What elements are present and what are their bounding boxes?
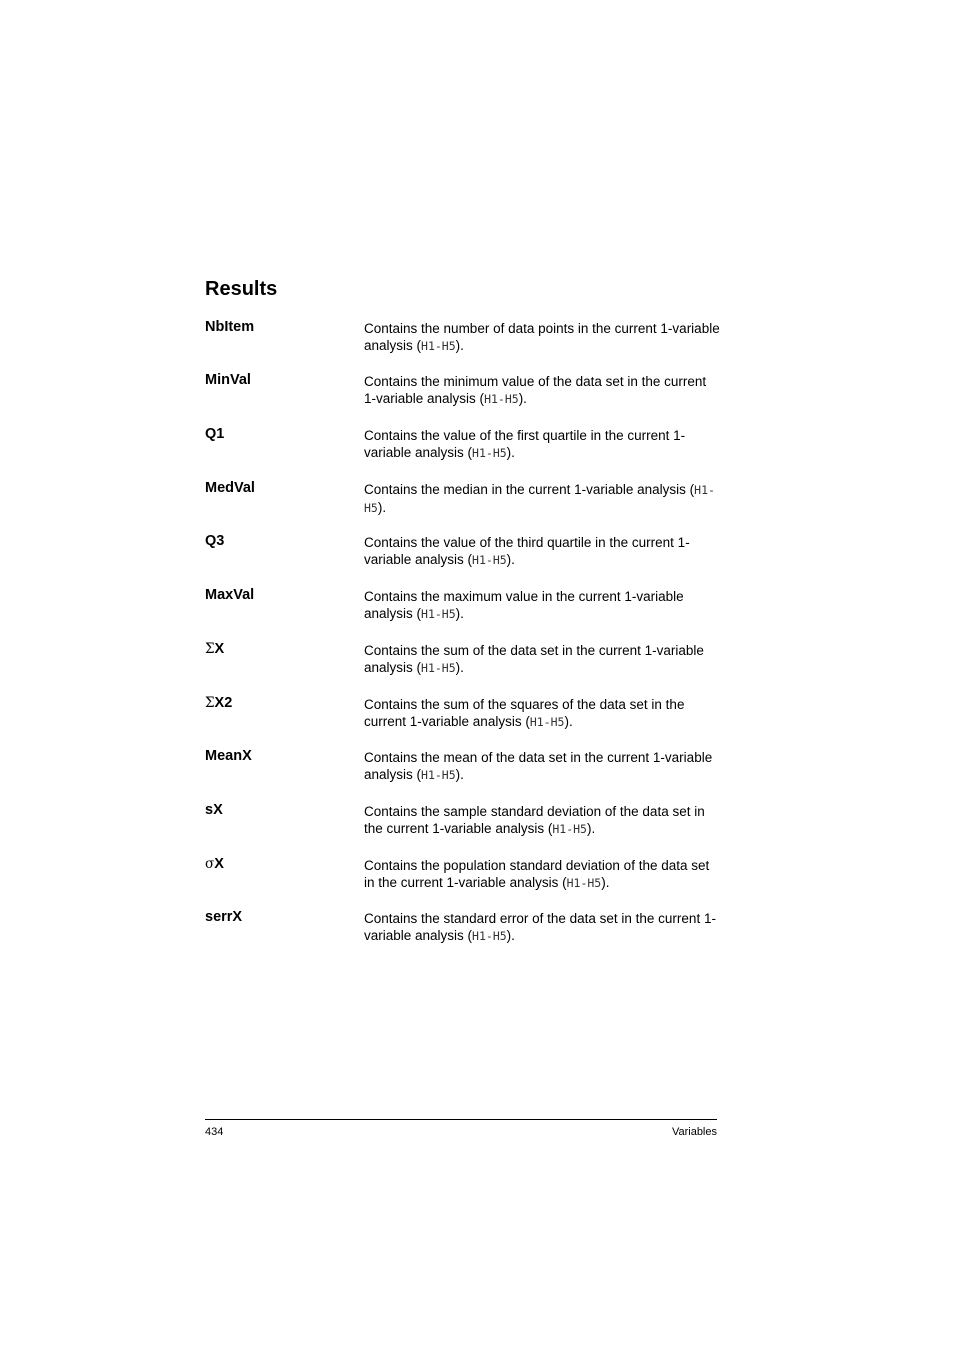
term-name: X2 [214, 695, 233, 711]
term-name: MeanX [205, 748, 252, 764]
term-name: X [214, 856, 224, 872]
term-label [205, 641, 224, 658]
term-label [205, 426, 224, 443]
code-reference: H1-H5 [472, 446, 507, 460]
term-label [205, 748, 252, 765]
code-reference: H1-H5 [484, 392, 519, 406]
code-reference: H1-H5 [552, 822, 587, 836]
term-name: MinVal [205, 372, 251, 388]
footer-divider [205, 1119, 717, 1120]
term-description: Contains the population standard deviation of the data set in the current 1-variable analysis (H1-H5). [364, 858, 710, 890]
chapter-name: Variables [671, 1126, 717, 1138]
term-name: Q3 [205, 533, 225, 549]
term-description: Contains the value of the third quartile in the current 1-variable analysis (H1-H5). [364, 535, 690, 567]
term-description: Contains the number of data points in the current 1-variable analysis (H1-H5). [364, 321, 720, 353]
term-description: Contains the minimum value of the data set in the current 1-variable analysis (H1-H5). [364, 374, 707, 406]
term-label [205, 856, 224, 873]
term-name: X [214, 641, 225, 657]
code-reference: H1-H5 [421, 661, 456, 675]
term-name: NbItem [205, 319, 255, 335]
term-label [205, 695, 232, 712]
code-reference: H1-H5 [472, 553, 507, 567]
section-title: Results [205, 278, 278, 300]
term-label [205, 909, 242, 926]
term-description: Contains the maximum value in the current 1-variable analysis (H1-H5). [364, 589, 684, 621]
term-name: Q1 [205, 426, 225, 442]
term-description: Contains the standard error of the data set in the current 1-variable analysis (H1-H5). [364, 911, 716, 943]
term-description: Contains the sample standard deviation of the data set in the current 1-variable analysis (H1-H5). [364, 804, 705, 836]
term-name: MaxVal [205, 587, 255, 603]
term-label [205, 319, 254, 336]
term-description: Contains the sum of the data set in the current 1-variable analysis (H1-H5). [364, 643, 704, 675]
term-label [205, 372, 251, 389]
code-reference: H1-H5 [421, 768, 456, 782]
code-reference: H1-H5 [472, 929, 507, 943]
term-label [205, 533, 224, 550]
code-reference: H1-H5 [529, 715, 565, 729]
page-number: 434 [205, 1126, 224, 1138]
term-description: Contains the sum of the squares of the data set in the current 1-variable analysis (H1-H5). [364, 697, 685, 729]
code-reference: H1-H5 [364, 483, 715, 515]
code-reference: H1-H5 [421, 607, 456, 621]
code-reference: H1-H5 [421, 339, 456, 353]
term-label [205, 480, 255, 497]
term-label [205, 587, 254, 604]
sigma-symbol: σ [205, 856, 215, 872]
sigma-symbol: Σ [205, 641, 215, 657]
term-name: sX [205, 802, 223, 818]
term-description: Contains the median in the current 1-variable analysis (H1-H5). [364, 482, 715, 515]
term-description: Contains the mean of the data set in the current 1-variable analysis (H1-H5). [364, 750, 713, 782]
term-name: MedVal [205, 480, 255, 496]
term-name: serrX [205, 909, 243, 925]
sigma-symbol: Σ [205, 695, 215, 711]
term-description: Contains the value of the first quartile in the current 1-variable analysis (H1-H5). [364, 428, 686, 460]
term-label [205, 802, 223, 819]
code-reference: H1-H5 [566, 876, 602, 890]
